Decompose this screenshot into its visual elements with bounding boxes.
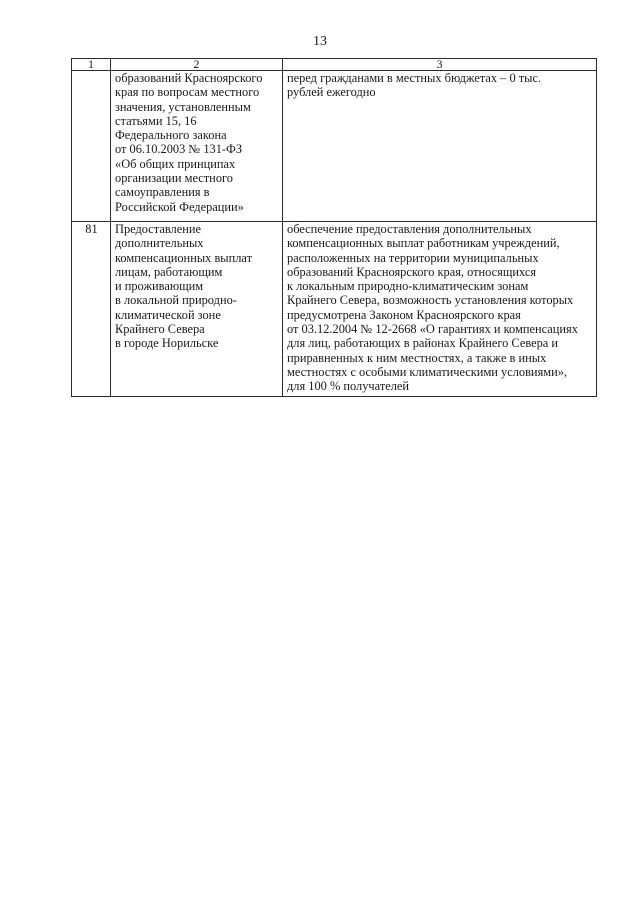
column-header-number: 1 xyxy=(72,59,111,71)
row-number-cell xyxy=(72,71,111,222)
document-table xyxy=(71,58,597,397)
table-row xyxy=(72,222,597,397)
table-row xyxy=(72,71,597,222)
page-number: 13 xyxy=(313,34,327,49)
table-header-row xyxy=(72,59,597,71)
row-name-cell: Предоставление дополнительных компенсационных выплат лицам, работающим и проживающим в локальной природно- климатической зоне Крайнего Севера в городе Норильске xyxy=(111,222,283,397)
row-description-cell: обеспечение предоставления дополнительных компенсационных выплат работникам учреждений, расположенных на территории муниципальных образований Красноярского края, относящихся к локальным природно-климатическим зонам Крайнего Севера, возможность установления которых предусмотрена Законом Красноярского края от 03.12.2004 № 12-2668 «О гарантиях и компенсациях для лиц, работающих в районах Крайнего Севера и приравненных к ним местностях, а также в иных местностях с особыми климатическими условиями», для 100 % получателей xyxy=(283,222,597,397)
row-number-cell: 81 xyxy=(72,222,111,397)
column-header-name: 2 xyxy=(111,59,283,71)
row-description-cell: перед гражданами в местных бюджетах – 0 тыс. рублей ежегодно xyxy=(283,71,597,222)
column-header-description: 3 xyxy=(283,59,597,71)
row-name-cell: образований Красноярского края по вопросам местного значения, установленным статьями 15, 16 Федерального закона от 06.10.2003 № 131-ФЗ «Об общих принципах организации местного самоуправления в Российской Федерации» xyxy=(111,71,283,222)
